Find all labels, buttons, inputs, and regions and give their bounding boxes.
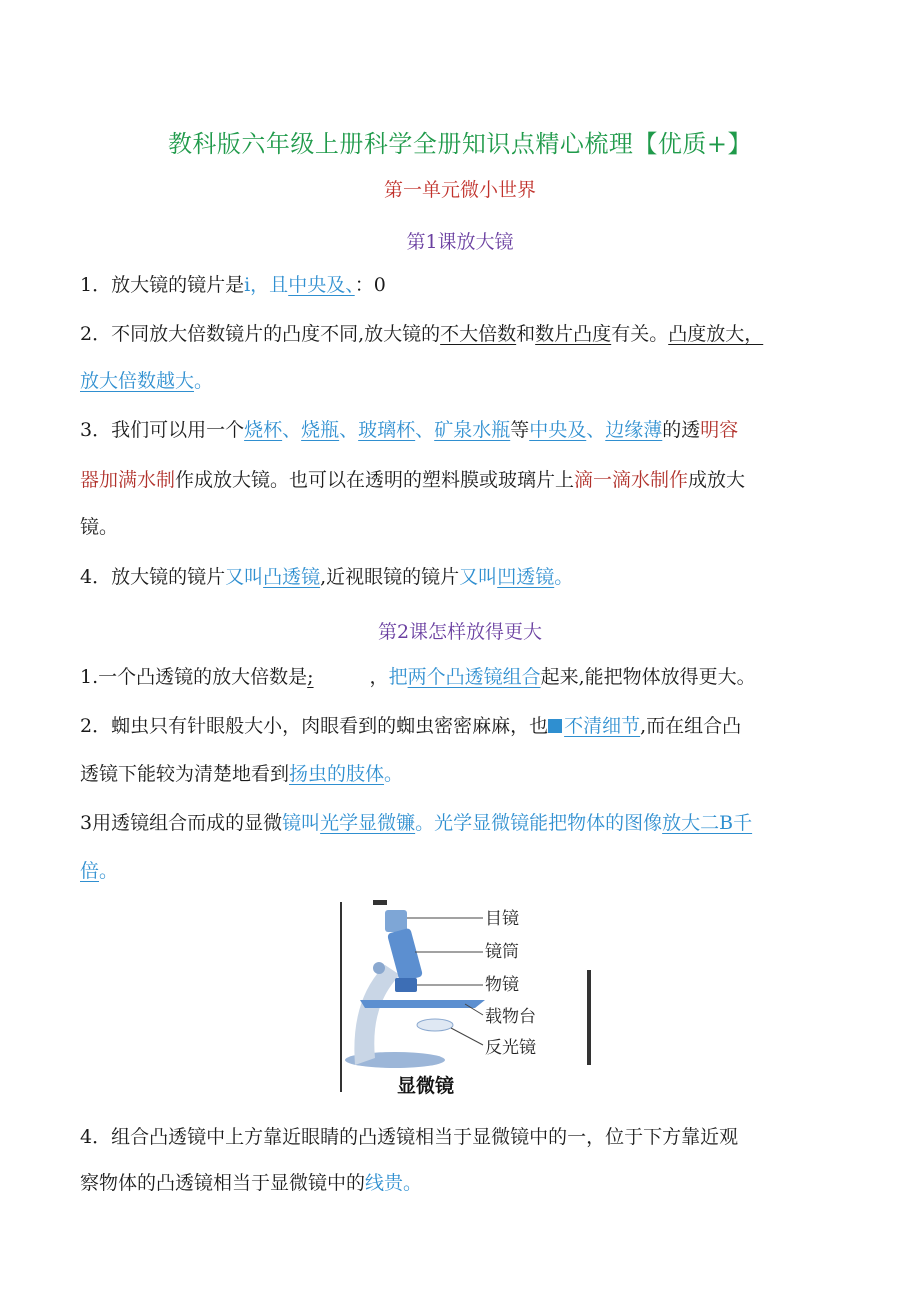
label-tube: 镜筒 bbox=[485, 942, 519, 962]
microscope-diagram bbox=[335, 900, 603, 1100]
lesson1-point-3-end: 镜。 bbox=[80, 516, 119, 538]
microscope-figure bbox=[335, 900, 603, 1100]
frame-right-line bbox=[587, 970, 591, 1065]
document-title: 教科版六年级上册科学全册知识点精心梳理【优质+】 bbox=[167, 130, 753, 158]
label-stage: 载物台 bbox=[485, 1007, 536, 1027]
label-line-5 bbox=[451, 1028, 483, 1045]
lesson2-point-3-cont: 倍。 bbox=[80, 860, 119, 882]
lesson2-point-4: 4．组合凸透镜中上方靠近眼睛的凸透镜相当于显微镜中的一，位于下方靠近观 bbox=[80, 1126, 739, 1148]
lesson-1-heading: 第1课放大镜 bbox=[406, 231, 514, 253]
lesson1-point-1: 1．放大镜的镜片是i，且中央及、：0 bbox=[80, 274, 386, 296]
lesson2-point-4-cont: 察物体的凸透镜相当于显微镜中的线贵。 bbox=[80, 1172, 423, 1194]
microscope-arm bbox=[354, 965, 400, 1065]
lesson2-point-1: 1.一个凸透镜的放大倍数是; ，把两个凸透镜组合起来,能把物体放得更大。 bbox=[80, 666, 756, 688]
lesson1-point-3: 3．我们可以用一个烧杯、烧瓶、玻璃杯、矿泉水瓶等中央及、边缘薄的透明容 bbox=[80, 419, 739, 441]
frame-left-line bbox=[340, 902, 342, 1092]
lesson1-point-4: 4．放大镜的镜片又叫凸透镜,近视眼镜的镜片又叫凹透镜。 bbox=[80, 566, 574, 588]
microscope-knob bbox=[373, 962, 385, 974]
lesson1-point-2: 2．不同放大倍数镜片的凸度不同,放大镜的不大倍数和数片凸度有关。凸度放大， bbox=[80, 323, 764, 345]
label-mirror: 反光镜 bbox=[485, 1038, 536, 1058]
microscope-objective bbox=[395, 978, 417, 992]
unit-heading: 第一单元微小世界 bbox=[383, 179, 536, 201]
lesson-2-heading: 第2课怎样放得更大 bbox=[377, 621, 543, 643]
microscope-eyepiece bbox=[385, 910, 407, 932]
lesson2-point-2-cont: 透镜下能较为清楚地看到扬虫的肢体。 bbox=[80, 763, 404, 785]
lesson2-point-3: 3用透镜组合而成的显微镜叫光学显微镰。光学显微镜能把物体的图像放大二B千 bbox=[80, 812, 753, 834]
label-eyepiece: 目镜 bbox=[485, 909, 519, 929]
lesson1-point-3-cont: 器加满水制作成放大镜。也可以在透明的塑料膜或玻璃片上滴一滴水制作成放大 bbox=[80, 469, 746, 491]
microscope-stage bbox=[360, 1000, 485, 1008]
lesson1-point-2-cont: 放大倍数越大。 bbox=[80, 370, 214, 392]
lesson2-point-2: 2．蜘虫只有针眼般大小，肉眼看到的蜘虫密密麻麻，也 不清细节,而在组合凸 bbox=[80, 715, 742, 737]
square-icon bbox=[548, 719, 562, 733]
figure-caption: 显微镜 bbox=[397, 1075, 455, 1097]
frame-top-mark bbox=[373, 900, 387, 905]
label-objective: 物镜 bbox=[485, 975, 519, 995]
microscope-mirror bbox=[417, 1019, 453, 1031]
